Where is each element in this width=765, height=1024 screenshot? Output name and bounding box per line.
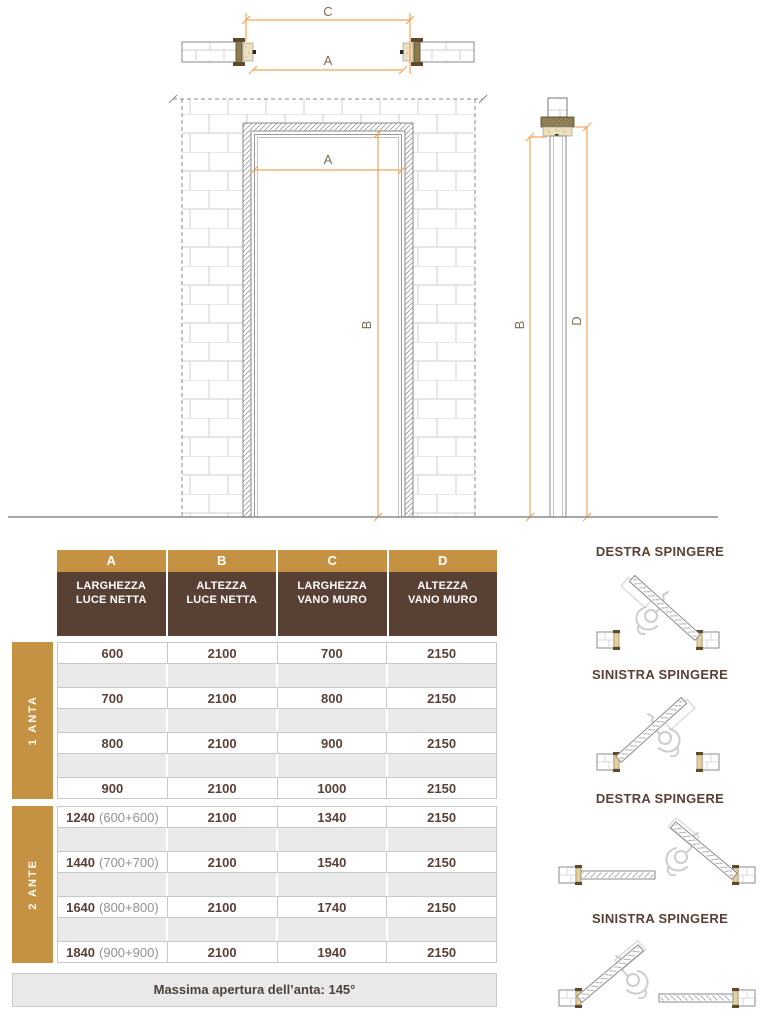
plan-view	[182, 4, 474, 74]
spacer-row	[57, 873, 497, 896]
group-label-text: 1 ANTA	[26, 695, 39, 746]
dim-label-section-b: B	[512, 320, 527, 330]
cell-c	[278, 687, 388, 709]
cell-a	[57, 851, 168, 873]
cell-b	[168, 732, 278, 754]
table-row	[57, 642, 497, 664]
value: 900	[101, 780, 124, 796]
cell-d	[387, 732, 497, 754]
cell-d	[387, 896, 497, 918]
cell-d	[387, 642, 497, 664]
col-header-d	[389, 572, 498, 636]
value: 700	[101, 690, 124, 706]
cell-a	[57, 687, 168, 709]
swing-diagram-double-destra	[557, 815, 757, 895]
spacer-row	[57, 754, 497, 777]
col-header-a	[57, 572, 168, 636]
value: 2150	[427, 735, 457, 751]
value: 2100	[207, 944, 237, 960]
value: 2150	[427, 899, 457, 915]
dim-label-plan-a: A	[323, 53, 333, 68]
value: 800	[321, 690, 343, 706]
swing-diagram-title: DESTRA SPINGERE	[595, 791, 725, 806]
col-header-line1: ALTEZZA	[417, 580, 469, 592]
table-row	[57, 777, 497, 799]
value: 1240	[66, 809, 96, 825]
cell-b	[168, 806, 278, 828]
door-frame-hatch	[243, 123, 413, 517]
cell-c	[278, 851, 388, 873]
value: 2100	[207, 899, 237, 915]
value: 2100	[207, 809, 237, 825]
row-group-label-1anta	[12, 642, 53, 799]
value: 2150	[427, 809, 457, 825]
value: 1000	[317, 780, 347, 796]
table-body-1anta	[57, 642, 497, 799]
cell-c	[278, 732, 388, 754]
cell-a	[57, 806, 168, 828]
cell-c	[278, 896, 388, 918]
swing-diagram-title: DESTRA SPINGERE	[595, 544, 725, 559]
door-jamb	[597, 752, 620, 772]
value: 900	[321, 735, 343, 751]
group-label-text: 2 ANTE	[26, 859, 39, 910]
value: 1640	[66, 899, 96, 915]
spacer-row	[57, 828, 497, 851]
dim-label-elevation-b: B	[359, 320, 374, 330]
col-letter-a: A	[57, 550, 168, 572]
spacer-row	[57, 664, 497, 687]
cell-d	[387, 777, 497, 799]
value: 1340	[317, 809, 347, 825]
value-note: (600+600)	[99, 809, 159, 825]
col-header-line2: VANO MURO	[297, 594, 367, 606]
value: 1740	[317, 899, 347, 915]
swing-diagram-title: SINISTRA SPINGERE	[591, 667, 729, 682]
col-letter-c: C	[278, 550, 389, 572]
value: 1940	[317, 944, 347, 960]
value: 600	[101, 645, 124, 661]
cell-b	[168, 642, 278, 664]
col-header-line2: LUCE NETTA	[186, 594, 258, 606]
value: 2100	[207, 690, 237, 706]
door-leaf	[616, 697, 687, 762]
col-header-line1: LARGHEZZA	[297, 580, 368, 592]
table-row	[57, 896, 497, 918]
value: 2100	[207, 780, 237, 796]
table-header	[57, 550, 497, 636]
table-row	[57, 806, 497, 828]
col-header-line1: LARGHEZZA	[76, 580, 147, 592]
cell-d	[387, 941, 497, 963]
door-jamb	[696, 630, 719, 650]
dim-label-section-d: D	[569, 316, 584, 326]
cell-c	[278, 941, 388, 963]
cell-c	[278, 777, 388, 799]
value: 1540	[317, 854, 347, 870]
dim-label-plan-c: C	[323, 4, 333, 19]
door-jamb	[696, 752, 719, 772]
door-leaf	[629, 575, 700, 640]
col-header-line1: ALTEZZA	[196, 580, 248, 592]
col-letter-d: D	[389, 550, 498, 572]
cell-d	[387, 687, 497, 709]
cell-b	[168, 777, 278, 799]
door-leaf-closed	[659, 994, 733, 1002]
door-jamb	[597, 630, 620, 650]
door-jamb	[732, 988, 755, 1008]
col-header-b	[168, 572, 279, 636]
value: 2150	[427, 854, 457, 870]
value: 2150	[427, 690, 457, 706]
value: 2150	[427, 944, 457, 960]
value: 1440	[66, 854, 96, 870]
row-group-label-2ante	[12, 806, 53, 963]
cell-a	[57, 941, 168, 963]
value-note: (800+800)	[99, 899, 159, 915]
spacer-row	[57, 709, 497, 732]
section-view	[512, 98, 591, 521]
value: 800	[101, 735, 124, 751]
value-note: (700+700)	[99, 854, 159, 870]
value: 2100	[207, 735, 237, 751]
table-footer-note: Massima apertura dell’anta: 145°	[12, 973, 497, 1007]
cell-c	[278, 642, 388, 664]
cell-a	[57, 896, 168, 918]
swing-diagram-double-sinistra	[557, 938, 757, 1018]
value: 1840	[66, 944, 96, 960]
value: 2100	[207, 645, 237, 661]
dim-label-elevation-a: A	[323, 152, 333, 167]
cell-b	[168, 851, 278, 873]
door-leaf-closed	[581, 871, 655, 879]
col-header-line2: LUCE NETTA	[75, 594, 147, 606]
col-header-c	[278, 572, 389, 636]
table-row	[57, 941, 497, 963]
column-letter-row	[57, 550, 497, 572]
value: 2150	[427, 645, 457, 661]
cell-c	[278, 806, 388, 828]
cell-b	[168, 687, 278, 709]
table-row	[57, 851, 497, 873]
value: 700	[321, 645, 343, 661]
col-letter-b: B	[168, 550, 279, 572]
table-row	[57, 732, 497, 754]
swing-diagram-title: SINISTRA SPINGERE	[591, 911, 729, 926]
column-title-row	[57, 572, 497, 636]
cell-d	[387, 806, 497, 828]
cell-a	[57, 732, 168, 754]
table-body-2ante	[57, 806, 497, 963]
elevation-dimension-lines	[250, 130, 406, 521]
col-header-line2: VANO MURO	[408, 594, 478, 606]
cell-a	[57, 777, 168, 799]
cell-d	[387, 851, 497, 873]
swing-diagram-single-sinistra	[593, 692, 723, 777]
spacer-row	[57, 918, 497, 941]
value: 2100	[207, 854, 237, 870]
value: 2150	[427, 780, 457, 796]
cell-b	[168, 941, 278, 963]
value-note: (900+900)	[99, 944, 159, 960]
cell-b	[168, 896, 278, 918]
table-row	[57, 687, 497, 709]
swing-diagram-single-destra	[593, 570, 723, 655]
door-jamb	[559, 865, 582, 885]
elevation-view	[169, 95, 487, 521]
cell-a	[57, 642, 168, 664]
